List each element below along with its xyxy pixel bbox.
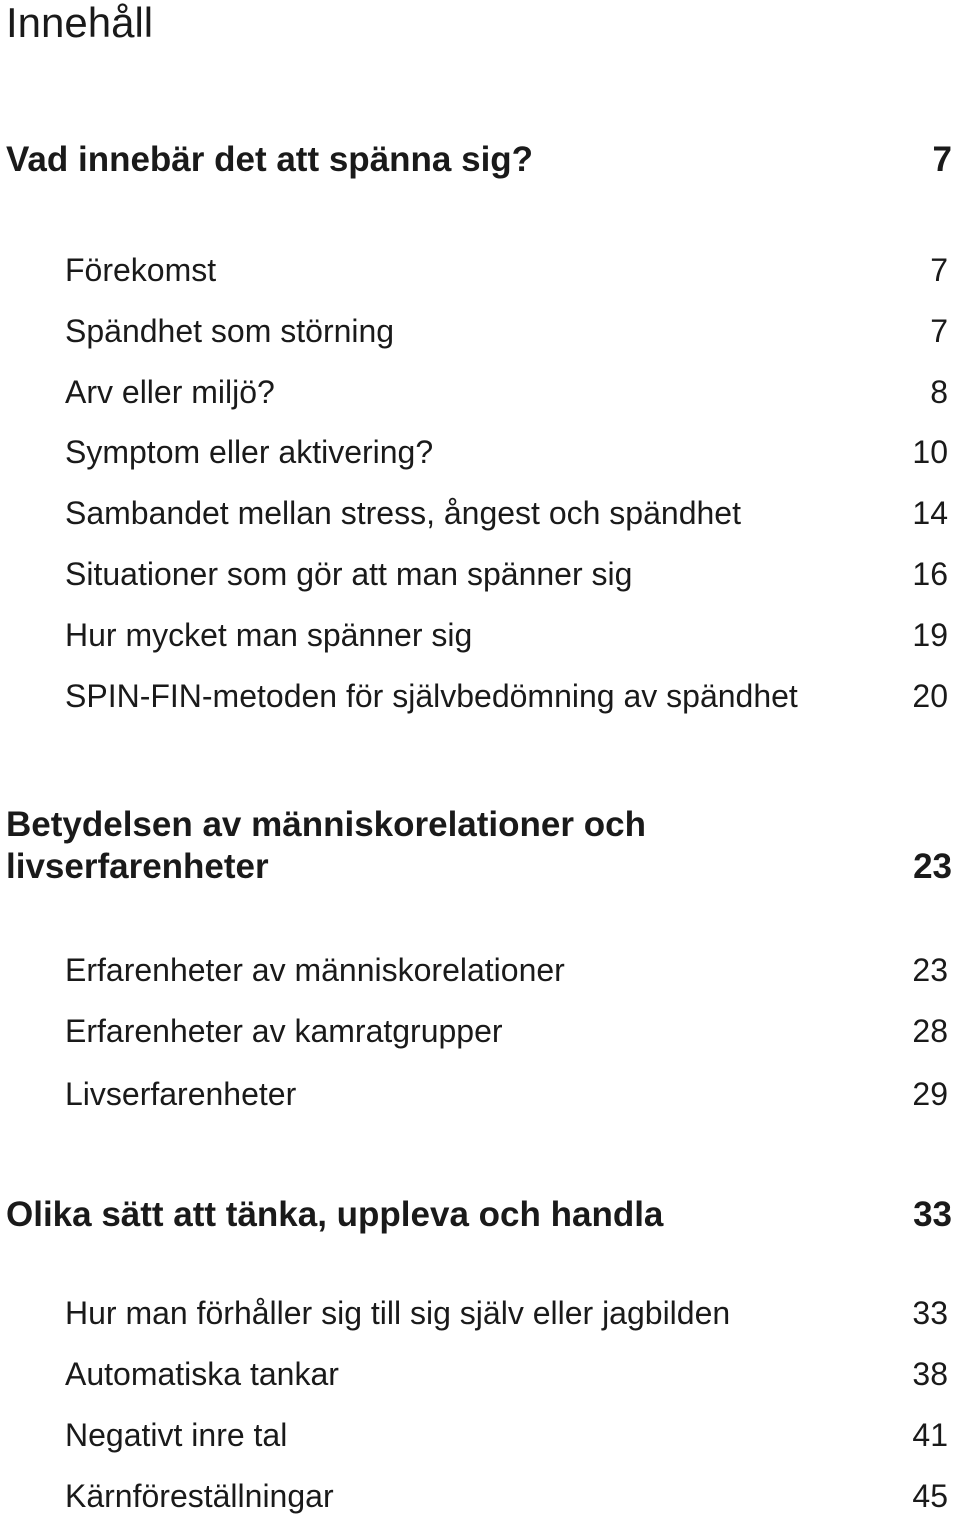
section-title: SPIN-FIN-metoden för självbedömning av spändhet [65,678,798,714]
page-title: Innehåll [6,0,154,46]
chapter-page-number: 7 [932,140,952,179]
section-page-number: 28 [912,1013,948,1049]
chapter-title-line-1: Betydelsen av människorelationer och [6,805,646,844]
section-page-number: 7 [930,252,948,288]
section-title: Negativt inre tal [65,1417,288,1453]
section-page-number: 45 [912,1478,948,1514]
section-page-number: 38 [912,1356,948,1392]
section-page-number: 20 [912,678,948,714]
section-title: Symptom eller aktivering? [65,434,434,470]
section-title: Livserfarenheter [65,1076,297,1112]
chapter-title: Olika sätt att tänka, uppleva och handla [6,1195,664,1234]
section-title: Automatiska tankar [65,1356,339,1392]
section-title: Spändhet som störning [65,313,395,349]
section-title: Sambandet mellan stress, ångest och spändhet [65,495,741,531]
section-title: Erfarenheter av kamratgrupper [65,1013,503,1049]
chapter-page-number: 33 [913,1195,952,1234]
section-page-number: 29 [912,1076,948,1112]
chapter-title-line-2: livserfarenheter [6,847,269,886]
section-title: Hur man förhåller sig till sig själv eller jagbilden [65,1295,731,1331]
section-page-number: 14 [912,495,948,531]
section-page-number: 23 [912,952,948,988]
section-title: Erfarenheter av människorelationer [65,952,565,988]
section-page-number: 19 [912,617,948,653]
section-page-number: 8 [930,374,948,410]
section-page-number: 7 [930,313,948,349]
section-title: Kärnföreställningar [65,1478,334,1514]
section-page-number: 33 [912,1295,948,1331]
section-page-number: 10 [912,434,948,470]
section-title: Förekomst [65,252,217,288]
section-page-number: 16 [912,556,948,592]
section-page-number: 41 [912,1417,948,1453]
section-title: Situationer som gör att man spänner sig [65,556,633,592]
chapter-page-number: 23 [913,847,952,886]
section-title: Arv eller miljö? [65,374,275,410]
section-title: Hur mycket man spänner sig [65,617,473,653]
chapter-title: Vad innebär det att spänna sig? [6,140,534,179]
